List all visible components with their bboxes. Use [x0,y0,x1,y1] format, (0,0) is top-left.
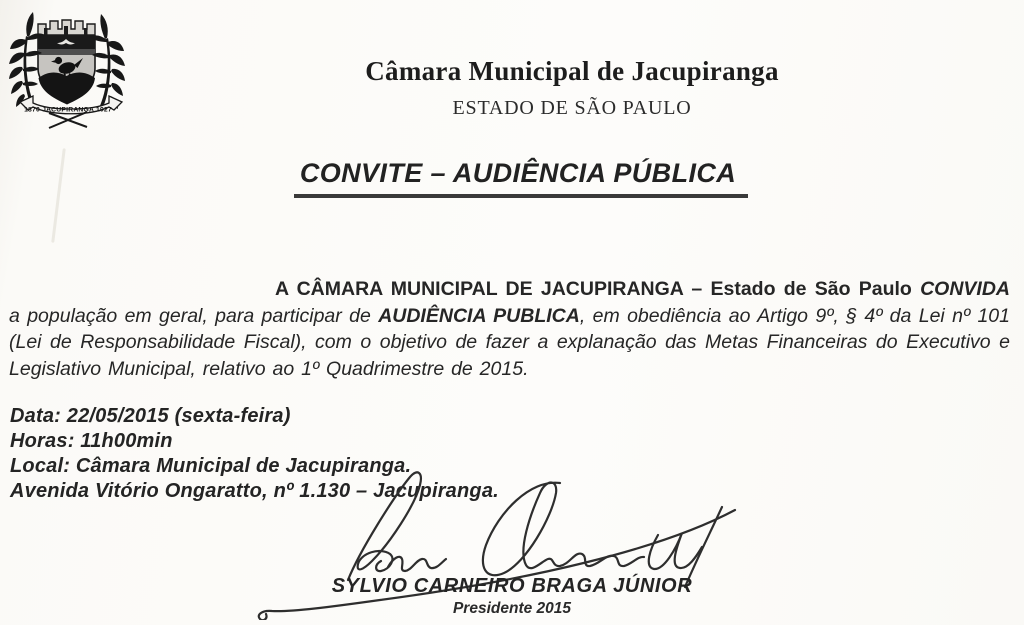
page-title: Câmara Municipal de Jacupiranga [365,56,779,86]
masthead [130,56,1014,120]
coat-of-arms [8,2,126,132]
body-segment-middle: a população em geral, para participar de [9,304,379,327]
heading-wrap [0,158,1024,198]
shield-icon [38,36,95,105]
body-segment-tail: , em obediência ao Artigo 9º, § 4º da Lei nº 101 (Lei de Responsabilidade Fiscal), com o objetivo de fazer a explanação das Metas Financeiras do Executivo e Legislativo Municipal, relativo ao 1º Quadrimestre de 2015. [9,304,1010,380]
body-segment-convida: CONVIDA [920,278,1010,300]
signer-name: SYLVIO CARNEIRO BRAGA JÚNIOR [331,575,693,597]
body-segment-audiencia: AUDIÊNCIA PUBLICA [378,304,580,327]
page-subtitle: ESTADO DE SÃO PAULO [452,97,692,119]
signer-role: Presidente 2015 [452,600,572,617]
document-heading: CONVITE – AUDIÊNCIA PÚBLICA [294,158,748,198]
body-paragraph [9,276,1010,382]
detail-line-address: Avenida Vitório Ongaratto, nº 1.130 – Jacupiranga. [10,480,499,502]
mound-icon [39,72,96,104]
detail-line-place: Local: Câmara Municipal de Jacupiranga. [10,455,412,477]
event-details [10,404,499,504]
detail-line-date: Data: 22/05/2015 (sexta-feira) [10,405,291,427]
mural-crown-icon [38,20,95,35]
crossed-stems-icon [49,112,87,128]
detail-line-time: Horas: 11h00min [10,430,173,452]
crest-banner-text: 1870 JACUPIRANGA 1927 [24,106,112,114]
body-segment-lead: A CÂMARA MUNICIPAL DE JACUPIRANGA – Estado de São Paulo [275,278,921,300]
